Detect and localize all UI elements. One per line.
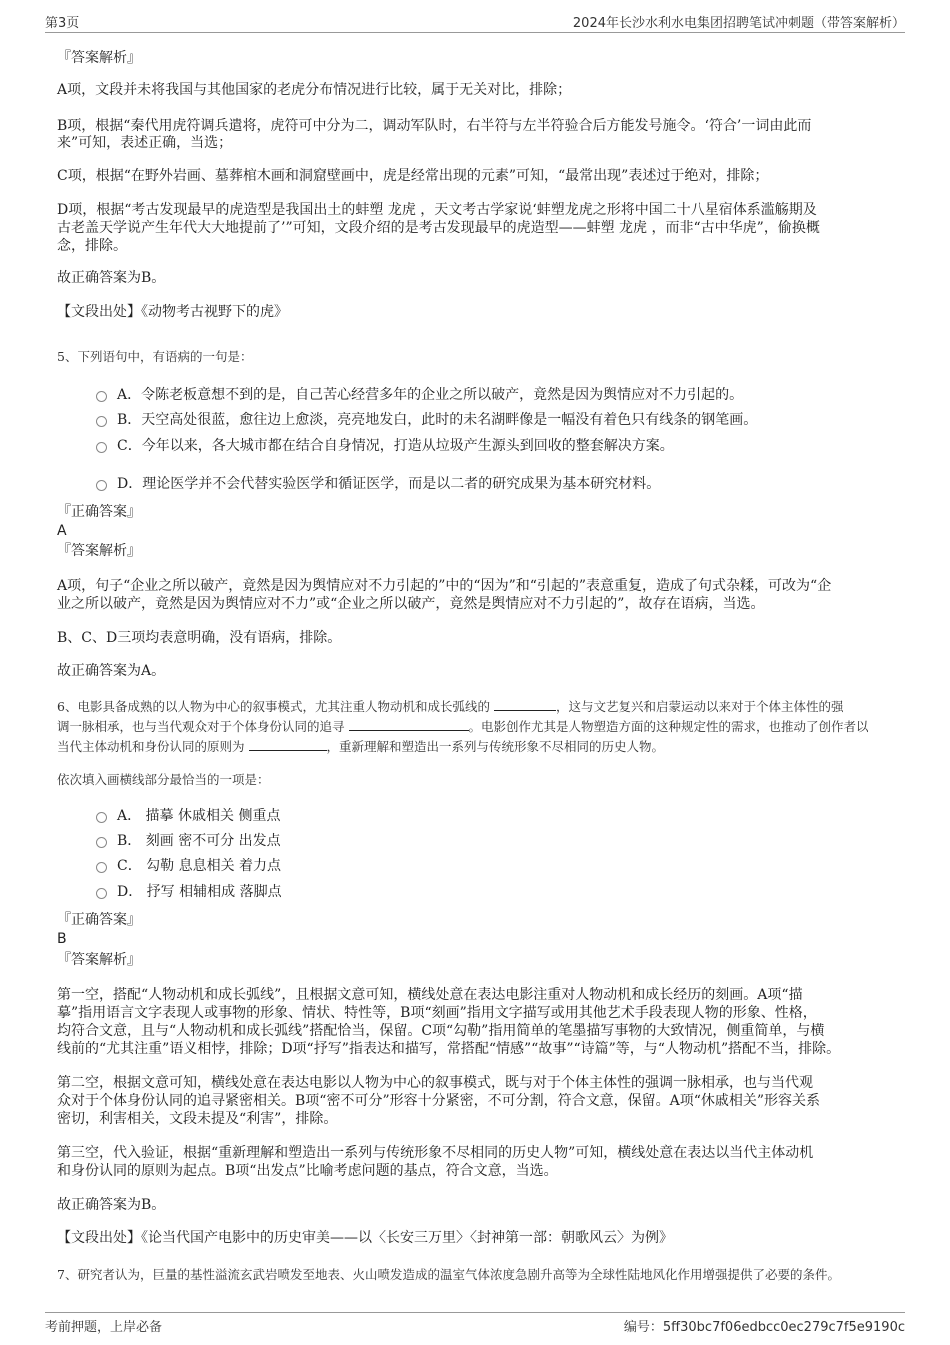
q6-analysis-p2-line3: 密切，利害相关，文段未提及“利害”，排除。 bbox=[57, 1111, 338, 1127]
q6-analysis-p1-line1: 第一空，搭配“人物动机和成长弧线”，且根据文意可知，横线处意在表达电影注重对人物动机和成长经历的刻画。A项“描 bbox=[57, 987, 803, 1003]
q4-analysis-b-line2: 来”可知，表述正确，当选； bbox=[57, 135, 233, 151]
q7-question: 7、研究者认为，巨量的基性溢流玄武岩喷发至地表、火山喷发造成的温室气体浓度急剧升高等为全球性陆地风化作用增强提供了必要的条件。 bbox=[57, 1267, 840, 1282]
q6-analysis-p2-line2: 众对于个体身份认同的追寻紧密相关。B项“密不可分”形容十分紧密，不可分割，符合文意，保留。A项“休戚相关”形容关系 bbox=[57, 1093, 821, 1109]
radio-icon[interactable] bbox=[96, 442, 107, 453]
radio-icon[interactable] bbox=[96, 888, 107, 899]
document-title: 2024年长沙水利水电集团招聘笔试冲刺题（带答案解析） bbox=[572, 16, 905, 31]
q5-analysis-a-line2: 业之所以破产，竟然是因为舆情应对不力”或“企业之所以破产，竟然是舆情应对不力引起的”，故存在语病，当选。 bbox=[57, 596, 765, 612]
q6-passage-line1: 6、电影具备成熟的以人物为中心的叙事模式，尤其注重人物动机和成长弧线的 ，这与文艺复兴和启蒙运动以来对于个体主体性的强 bbox=[57, 699, 844, 714]
q6-conclusion: 故正确答案为B。 bbox=[57, 1197, 166, 1213]
q4-analysis-b-line1: B项，根据“秦代用虎符调兵遣将，虎符可中分为二，调动军队时，右半符与左半符验合后方能发号施令。‘符合’一词由此而 bbox=[57, 118, 812, 134]
q5-option-d[interactable]: D．理论医学并不会代替实验医学和循证医学，而是以二者的研究成果为基本研究材料。 bbox=[96, 474, 660, 494]
q4-analysis-d-line2: 古老盖天学说产生年代大大地提前了’”可知，文段介绍的是考古发现最早的虎造型——蚌塑 龙虎 ，而非“古中华虎”，偷换概 bbox=[57, 220, 820, 236]
q4-source: 【文段出处】《动物考古视野下的虎》 bbox=[57, 304, 288, 320]
q4-analysis-d-line1: D项，根据“考古发现最早的虎造型是我国出土的蚌塑 龙虎 ，天文考古学家说‘蚌塑龙虎之形将中国二十八星宿体系滥觞期及 bbox=[57, 202, 817, 218]
footer-slogan: 考前押题，上岸必备 bbox=[45, 1320, 163, 1335]
radio-icon[interactable] bbox=[96, 837, 107, 848]
q5-option-c[interactable]: C．今年以来，各大城市都在结合自身情况，打造从垃圾产生源头到回收的整套解决方案。 bbox=[96, 436, 674, 456]
page-number: 第3页 bbox=[45, 16, 80, 31]
q6-passage-line3: 当代主体动机和身份认同的原则为 ，重新理解和塑造出一系列与传统形象不尽相同的历史人物。 bbox=[57, 739, 665, 754]
document-id: 编号：5ff30bc7f06edbcc0ec279c7f5e9190c bbox=[623, 1320, 905, 1335]
q6-option-b[interactable]: B． 刻画 密不可分 出发点 bbox=[96, 831, 281, 851]
q6-answer: B bbox=[57, 931, 67, 947]
radio-icon[interactable] bbox=[96, 391, 107, 402]
radio-icon[interactable] bbox=[96, 862, 107, 873]
q5-question: 5、下列语句中，有语病的一句是： bbox=[57, 349, 253, 364]
q6-prompt: 依次填入画横线部分最恰当的一项是： bbox=[57, 772, 270, 787]
q4-analysis-c: C项，根据“在野外岩画、墓葬棺木画和洞窟壁画中，虎是经常出现的元素”可知，“最常出现”表述过于绝对，排除； bbox=[57, 168, 769, 184]
q6-analysis-p2-line1: 第二空，根据文意可知，横线处意在表达电影以人物为中心的叙事模式，既与对于个体主体性的强调一脉相承，也与当代观 bbox=[57, 1075, 813, 1091]
q6-answer-title: 『正确答案』 bbox=[57, 912, 141, 928]
q6-analysis-p1-line4: 线前的“尤其注重”语义相悖，排除；D项“抒写”指表达和描写，常搭配“情感”“故事”“诗篇”等，与“人物动机”搭配不当，排除。 bbox=[57, 1041, 841, 1057]
q5-analysis-title: 『答案解析』 bbox=[57, 543, 141, 559]
q5-option-b[interactable]: B．天空高处很蓝，愈往边上愈淡，亮亮地发白，此时的未名湖畔像是一幅没有着色只有线条的钢笔画。 bbox=[96, 410, 757, 430]
q6-option-a[interactable]: A． 描摹 休戚相关 侧重点 bbox=[96, 806, 280, 826]
q5-conclusion: 故正确答案为A。 bbox=[57, 663, 166, 679]
q4-analysis-title: 『答案解析』 bbox=[57, 50, 141, 66]
q6-passage-line2: 调一脉相承，也与当代观众对于个体身份认同的追寻 。电影创作尤其是人物塑造方面的这种规定性的需求，也推动了创作者以 bbox=[57, 719, 869, 734]
q6-analysis-p3-line2: 和身份认同的原则为起点。B项“出发点”比喻考虑问题的基点，符合文意，当选。 bbox=[57, 1163, 558, 1179]
radio-icon[interactable] bbox=[96, 480, 107, 491]
radio-icon[interactable] bbox=[96, 812, 107, 823]
q6-option-d[interactable]: D． 抒写 相辅相成 落脚点 bbox=[96, 882, 282, 902]
blank-3 bbox=[249, 738, 327, 751]
q5-option-a[interactable]: A．令陈老板意想不到的是，自己苦心经营多年的企业之所以破产，竟然是因为舆情应对不力引起的。 bbox=[96, 385, 743, 405]
q6-analysis-p3-line1: 第三空，代入验证，根据“重新理解和塑造出一系列与传统形象不尽相同的历史人物”可知，横线处意在表达以当代主体动机 bbox=[57, 1145, 814, 1161]
q4-analysis-a: A项，文段并未将我国与其他国家的老虎分布情况进行比较，属于无关对比，排除； bbox=[57, 82, 572, 98]
q6-analysis-p1-line3: 均符合文意，且与“人物动机和成长弧线”搭配恰当，保留。C项“勾勒”指用简单的笔墨描写事物的大致情况，侧重简单，与横 bbox=[57, 1023, 825, 1039]
q5-answer: A bbox=[57, 523, 67, 539]
blank-2 bbox=[349, 718, 469, 731]
q6-option-c[interactable]: C． 勾勒 息息相关 着力点 bbox=[96, 856, 281, 876]
q4-conclusion: 故正确答案为B。 bbox=[57, 270, 166, 286]
page-header bbox=[45, 12, 905, 33]
page-footer bbox=[45, 1312, 905, 1333]
q6-analysis-p1-line2: 摹”指用语言文字表现人或事物的形象、情状、特性等，B项“刻画”指用文字描写或用其他艺术手段表现人物的形象、性格， bbox=[57, 1005, 817, 1021]
q5-analysis-bcd: B、C、D三项均表意明确，没有语病，排除。 bbox=[57, 630, 342, 646]
radio-icon[interactable] bbox=[96, 416, 107, 427]
blank-1 bbox=[494, 698, 556, 711]
q6-source: 【文段出处】《论当代国产电影中的历史审美——以〈长安三万里〉〈封神第一部：朝歌风云〉为例》 bbox=[57, 1230, 673, 1246]
q5-answer-title: 『正确答案』 bbox=[57, 504, 141, 520]
q5-analysis-a-line1: A项，句子“企业之所以破产，竟然是因为舆情应对不力引起的”中的“因为”和“引起的”表意重复，造成了句式杂糅，可改为“企 bbox=[57, 578, 832, 594]
q4-analysis-d-line3: 念，排除。 bbox=[57, 238, 127, 254]
q6-analysis-title: 『答案解析』 bbox=[57, 952, 141, 968]
